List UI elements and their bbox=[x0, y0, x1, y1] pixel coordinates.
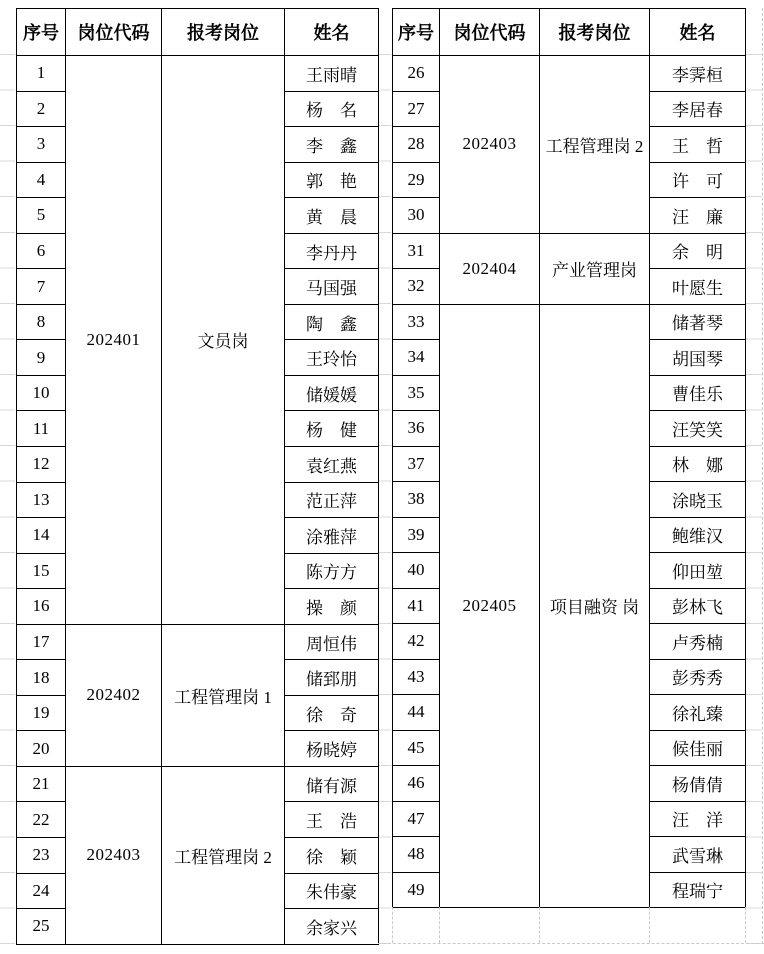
serial-cell: 14 bbox=[17, 518, 66, 554]
table-row bbox=[393, 304, 746, 340]
name-cell: 彭秀秀 bbox=[650, 659, 746, 695]
gridline-vertical-empty-row-3 bbox=[539, 907, 540, 943]
name-cell: 鲍维汉 bbox=[650, 517, 746, 553]
name-cell: 余家兴 bbox=[285, 909, 379, 945]
serial-cell: 34 bbox=[393, 340, 440, 376]
serial-cell: 7 bbox=[17, 269, 66, 305]
serial-cell: 49 bbox=[393, 872, 440, 908]
name-cell: 仰田堃 bbox=[650, 553, 746, 589]
serial-cell: 11 bbox=[17, 411, 66, 447]
serial-cell: 45 bbox=[393, 730, 440, 766]
serial-cell: 24 bbox=[17, 873, 66, 909]
position-name-cell: 文员岗 bbox=[162, 56, 285, 625]
gridline-vertical-right-edge bbox=[762, 8, 763, 944]
name-cell: 袁红燕 bbox=[285, 447, 379, 483]
name-cell: 陶 鑫 bbox=[285, 304, 379, 340]
serial-cell: 47 bbox=[393, 801, 440, 837]
column-header: 姓名 bbox=[650, 9, 746, 56]
name-cell: 胡国琴 bbox=[650, 340, 746, 376]
serial-cell: 40 bbox=[393, 553, 440, 589]
serial-cell: 32 bbox=[393, 269, 440, 305]
serial-cell: 42 bbox=[393, 624, 440, 660]
header-row bbox=[17, 9, 379, 56]
serial-cell: 17 bbox=[17, 624, 66, 660]
serial-cell: 48 bbox=[393, 837, 440, 873]
column-header: 序号 bbox=[393, 9, 440, 56]
name-cell: 李丹丹 bbox=[285, 233, 379, 269]
serial-cell: 1 bbox=[17, 56, 66, 92]
name-cell: 王 浩 bbox=[285, 802, 379, 838]
name-cell: 杨晓婷 bbox=[285, 731, 379, 767]
serial-cell: 44 bbox=[393, 695, 440, 731]
name-cell: 李霁桓 bbox=[650, 56, 746, 92]
name-cell: 汪 廉 bbox=[650, 198, 746, 234]
gridline-vertical-empty-row-1 bbox=[392, 907, 393, 943]
position-code-cell: 202403 bbox=[440, 56, 540, 234]
gridline-ticks-table-gap bbox=[379, 54, 391, 944]
name-cell: 杨 健 bbox=[285, 411, 379, 447]
serial-cell: 28 bbox=[393, 127, 440, 163]
serial-cell: 13 bbox=[17, 482, 66, 518]
serial-cell: 5 bbox=[17, 198, 66, 234]
serial-cell: 30 bbox=[393, 198, 440, 234]
name-cell: 范正萍 bbox=[285, 482, 379, 518]
serial-cell: 3 bbox=[17, 127, 66, 163]
position-code-cell: 202403 bbox=[66, 766, 162, 944]
serial-cell: 46 bbox=[393, 766, 440, 802]
name-cell: 储有源 bbox=[285, 766, 379, 802]
name-cell: 朱伟豪 bbox=[285, 873, 379, 909]
name-cell: 涂晓玉 bbox=[650, 482, 746, 518]
name-cell: 郭 艳 bbox=[285, 162, 379, 198]
name-cell: 程瑞宁 bbox=[650, 872, 746, 908]
position-code-cell: 202401 bbox=[66, 56, 162, 625]
name-cell: 彭林飞 bbox=[650, 588, 746, 624]
serial-cell: 35 bbox=[393, 375, 440, 411]
gridline-vertical-empty-row-4 bbox=[649, 907, 650, 943]
table-body-right bbox=[393, 56, 746, 908]
column-header: 岗位代码 bbox=[66, 9, 162, 56]
table-row bbox=[393, 56, 746, 92]
serial-cell: 27 bbox=[393, 91, 440, 127]
position-code-cell: 202404 bbox=[440, 233, 540, 304]
column-header: 报考岗位 bbox=[540, 9, 650, 56]
name-cell: 汪笑笑 bbox=[650, 411, 746, 447]
name-cell: 徐 颖 bbox=[285, 838, 379, 874]
table-body-left bbox=[17, 56, 379, 945]
name-cell: 储媛媛 bbox=[285, 375, 379, 411]
name-cell: 李居春 bbox=[650, 91, 746, 127]
serial-cell: 29 bbox=[393, 162, 440, 198]
table-header-right bbox=[393, 9, 746, 56]
name-cell: 李 鑫 bbox=[285, 127, 379, 163]
serial-cell: 43 bbox=[393, 659, 440, 695]
column-header: 序号 bbox=[17, 9, 66, 56]
serial-cell: 20 bbox=[17, 731, 66, 767]
name-cell: 王 哲 bbox=[650, 127, 746, 163]
applicant-table-left bbox=[16, 8, 379, 945]
name-cell: 王雨晴 bbox=[285, 56, 379, 92]
serial-cell: 12 bbox=[17, 447, 66, 483]
serial-cell: 25 bbox=[17, 909, 66, 945]
name-cell: 杨倩倩 bbox=[650, 766, 746, 802]
position-name-cell: 工程管理岗 2 bbox=[162, 766, 285, 944]
serial-cell: 37 bbox=[393, 446, 440, 482]
serial-cell: 10 bbox=[17, 375, 66, 411]
name-cell: 候佳丽 bbox=[650, 730, 746, 766]
table-row bbox=[17, 624, 379, 660]
serial-cell: 16 bbox=[17, 589, 66, 625]
serial-cell: 4 bbox=[17, 162, 66, 198]
serial-cell: 6 bbox=[17, 233, 66, 269]
name-cell: 曹佳乐 bbox=[650, 375, 746, 411]
name-cell: 储著琴 bbox=[650, 304, 746, 340]
position-code-cell: 202402 bbox=[66, 624, 162, 766]
serial-cell: 33 bbox=[393, 304, 440, 340]
serial-cell: 41 bbox=[393, 588, 440, 624]
name-cell: 余 明 bbox=[650, 233, 746, 269]
column-header: 姓名 bbox=[285, 9, 379, 56]
serial-cell: 38 bbox=[393, 482, 440, 518]
position-name-cell: 产业管理岗 bbox=[540, 233, 650, 304]
name-cell: 涂雅萍 bbox=[285, 518, 379, 554]
position-name-cell: 工程管理岗 2 bbox=[540, 56, 650, 234]
name-cell: 周恒伟 bbox=[285, 624, 379, 660]
serial-cell: 2 bbox=[17, 91, 66, 127]
name-cell: 陈方方 bbox=[285, 553, 379, 589]
serial-cell: 21 bbox=[17, 766, 66, 802]
gridline-horizontal-bottom bbox=[378, 943, 764, 944]
gridline-ticks-left-margin bbox=[0, 54, 15, 944]
serial-cell: 23 bbox=[17, 838, 66, 874]
name-cell: 王玲怡 bbox=[285, 340, 379, 376]
table-row bbox=[17, 766, 379, 802]
serial-cell: 22 bbox=[17, 802, 66, 838]
applicant-table-right bbox=[392, 8, 746, 908]
name-cell: 汪 洋 bbox=[650, 801, 746, 837]
name-cell: 林 娜 bbox=[650, 446, 746, 482]
serial-cell: 8 bbox=[17, 304, 66, 340]
name-cell: 徐 奇 bbox=[285, 695, 379, 731]
name-cell: 武雪琳 bbox=[650, 837, 746, 873]
table-header-left bbox=[17, 9, 379, 56]
name-cell: 黄 晨 bbox=[285, 198, 379, 234]
position-name-cell: 工程管理岗 1 bbox=[162, 624, 285, 766]
name-cell: 叶愿生 bbox=[650, 269, 746, 305]
name-cell: 卢秀楠 bbox=[650, 624, 746, 660]
gridline-vertical-empty-row-2 bbox=[439, 907, 440, 943]
serial-cell: 39 bbox=[393, 517, 440, 553]
serial-cell: 15 bbox=[17, 553, 66, 589]
name-cell: 杨 名 bbox=[285, 91, 379, 127]
name-cell: 马国强 bbox=[285, 269, 379, 305]
header-row bbox=[393, 9, 746, 56]
serial-cell: 18 bbox=[17, 660, 66, 696]
column-header: 岗位代码 bbox=[440, 9, 540, 56]
table-row bbox=[17, 56, 379, 92]
table-row bbox=[393, 233, 746, 269]
gridline-vertical-empty-row-5 bbox=[745, 907, 746, 943]
serial-cell: 9 bbox=[17, 340, 66, 376]
name-cell: 许 可 bbox=[650, 162, 746, 198]
gridline-ticks-right-margin bbox=[746, 54, 762, 944]
name-cell: 操 颜 bbox=[285, 589, 379, 625]
serial-cell: 26 bbox=[393, 56, 440, 92]
serial-cell: 31 bbox=[393, 233, 440, 269]
name-cell: 徐礼臻 bbox=[650, 695, 746, 731]
position-name-cell: 项目融资 岗 bbox=[540, 304, 650, 908]
serial-cell: 36 bbox=[393, 411, 440, 447]
serial-cell: 19 bbox=[17, 695, 66, 731]
name-cell: 储郅朋 bbox=[285, 660, 379, 696]
position-code-cell: 202405 bbox=[440, 304, 540, 908]
column-header: 报考岗位 bbox=[162, 9, 285, 56]
